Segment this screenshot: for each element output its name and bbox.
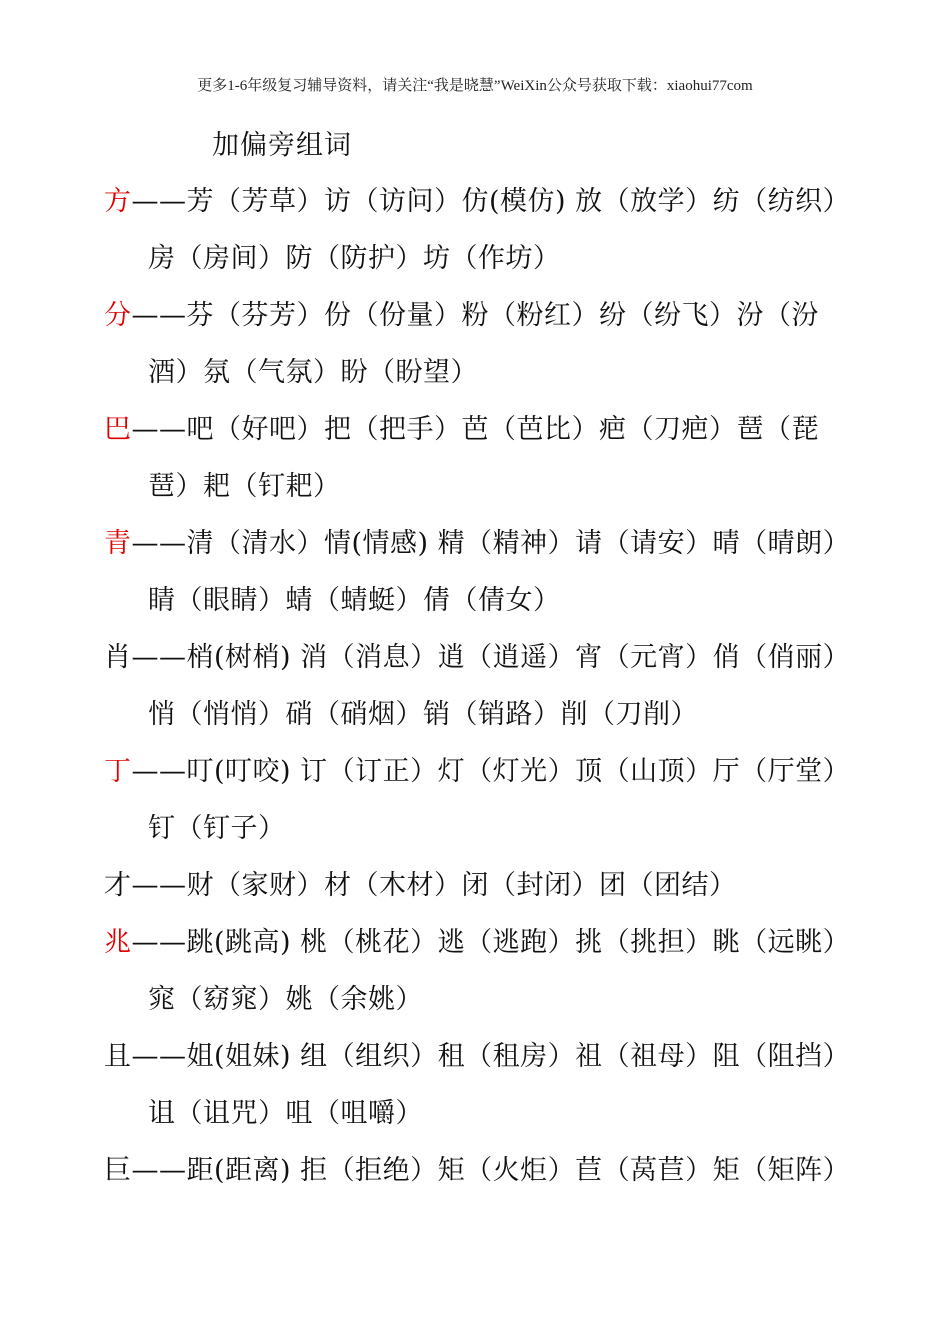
root-character: 青 — [104, 528, 132, 559]
word-list — [104, 180, 864, 1206]
word-group: 梢(树梢) 消（消息）逍（逍遥）宵（元宵）俏（俏丽） — [186, 642, 851, 673]
dash: —— — [131, 1155, 187, 1186]
entry-xiao-line2 — [104, 693, 864, 750]
root-character: 方 — [104, 186, 132, 217]
root-character: 才 — [104, 870, 132, 901]
dash: —— — [131, 927, 187, 958]
word-group: 叮(叮咬) 订（订正）灯（灯光）顶（山顶）厅（厅堂） — [186, 756, 851, 787]
word-group: 吧（好吧）把（把手）芭（芭比）疤（刀疤）琶（琵 — [186, 414, 819, 445]
entry-fen-line1 — [104, 294, 864, 351]
word-group: 姐(姐妹) 组（组织）租（租房）祖（祖母）阻（阻挡） — [186, 1041, 851, 1072]
word-group: 清（清水）情(情感) 精（精神）请（请安）晴（晴朗） — [186, 528, 851, 559]
root-character: 分 — [104, 300, 132, 331]
word-group: 芬（芬芳）份（份量）粉（粉红）纷（纷飞）汾（汾 — [186, 300, 819, 331]
page-title: 加偏旁组词 — [212, 130, 352, 161]
entry-zhao-line2 — [104, 978, 864, 1035]
entry-ba-line2 — [104, 465, 864, 522]
word-group: 睛（眼睛）蜻（蜻蜓）倩（倩女） — [148, 585, 561, 616]
entry-ba-line1 — [104, 408, 864, 465]
entry-fang-line2 — [104, 237, 864, 294]
root-character: 巴 — [104, 414, 132, 445]
word-group: 财（家财）材（木材）闭（封闭）团（团结） — [186, 870, 737, 901]
word-group: 房（房间）防（防护）坊（作坊） — [148, 243, 561, 274]
page-header: 更多1-6年级复习辅导资料，请关注“我是晓慧”WeiXin公众号获取下载：xiaohui77com — [197, 78, 753, 94]
entry-ju-line1 — [104, 1149, 864, 1206]
dash: —— — [131, 756, 187, 787]
entry-qie-line2 — [104, 1092, 864, 1149]
dash: —— — [131, 300, 187, 331]
root-character: 肖 — [104, 642, 132, 673]
word-group: 诅（诅咒）咀（咀嚼） — [148, 1098, 423, 1129]
entry-fen-line2 — [104, 351, 864, 408]
dash: —— — [131, 186, 187, 217]
entry-cai-line1 — [104, 864, 864, 921]
entry-xiao-line1 — [104, 636, 864, 693]
word-group: 悄（悄悄）硝（硝烟）销（销路）削（刀削） — [148, 699, 698, 730]
word-group: 距(距离) 拒（拒绝）矩（火炬）苣（莴苣）矩（矩阵） — [186, 1155, 851, 1186]
dash: —— — [131, 528, 187, 559]
root-character: 且 — [104, 1041, 132, 1072]
dash: —— — [131, 642, 187, 673]
entry-qing-line1 — [104, 522, 864, 579]
root-character: 巨 — [104, 1155, 132, 1186]
dash: —— — [131, 1041, 187, 1072]
word-group: 钉（钉子） — [148, 813, 286, 844]
word-group: 芳（芳草）访（访问）仿(模仿) 放（放学）纺（纺织） — [186, 186, 851, 217]
root-character: 丁 — [104, 756, 132, 787]
word-group: 酒）氛（气氛）盼（盼望） — [148, 357, 478, 388]
entry-fang-line1 — [104, 180, 864, 237]
dash: —— — [131, 870, 187, 901]
word-group: 琶）耙（钉耙） — [148, 471, 341, 502]
word-group: 窕（窈窕）姚（余姚） — [148, 984, 423, 1015]
dash: —— — [131, 414, 187, 445]
entry-ding-line1 — [104, 750, 864, 807]
entry-qie-line1 — [104, 1035, 864, 1092]
entry-qing-line2 — [104, 579, 864, 636]
word-group: 跳(跳高) 桃（桃花）逃（逃跑）挑（挑担）眺（远眺） — [186, 927, 851, 958]
entry-ding-line2 — [104, 807, 864, 864]
entry-zhao-line1 — [104, 921, 864, 978]
root-character: 兆 — [104, 927, 132, 958]
